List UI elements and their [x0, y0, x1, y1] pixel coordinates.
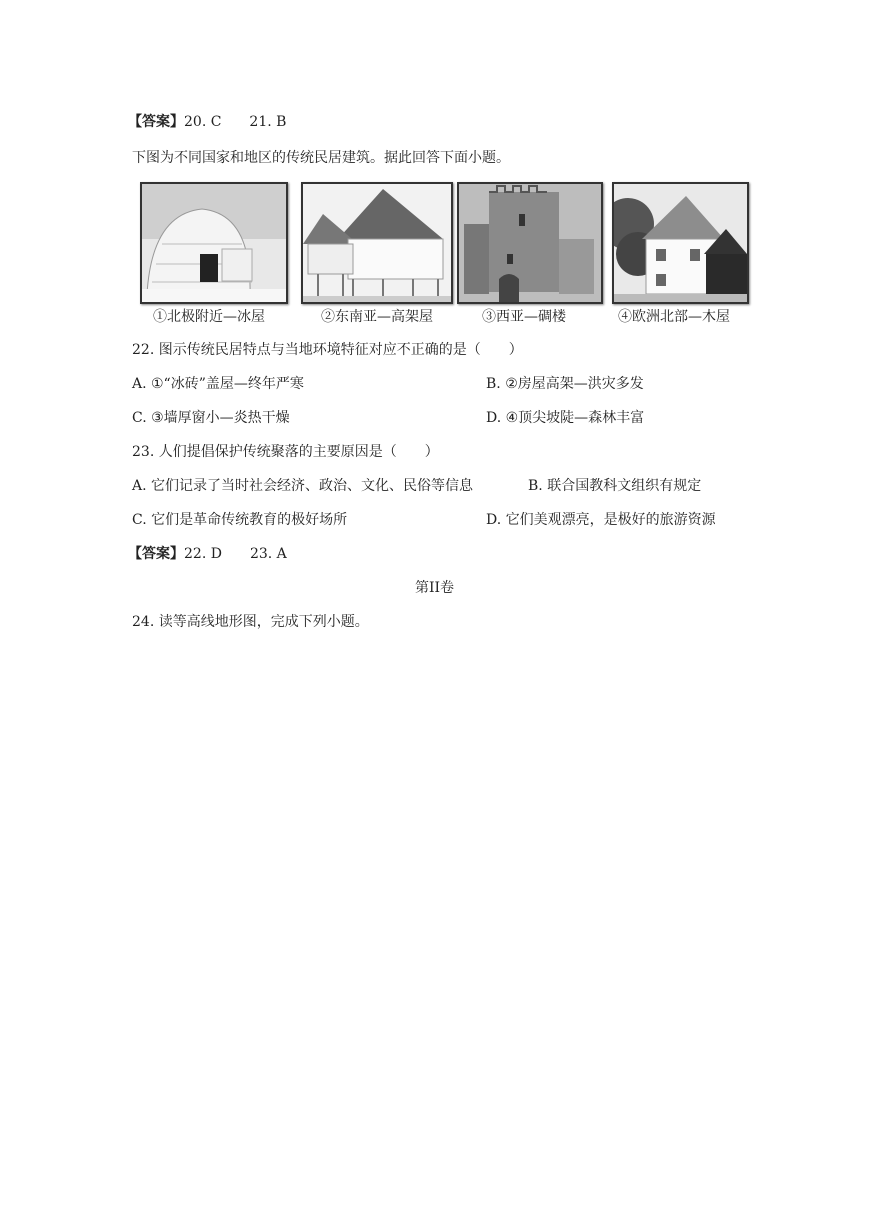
q22-stem: 22. 图示传统民居特点与当地环境特征对应不正确的是（ ） [132, 342, 523, 358]
intro-text: 下图为不同国家和地区的传统民居建筑。据此回答下面小题。 [132, 150, 510, 166]
answer-text: 22. D 23. A [184, 546, 287, 562]
q23-stem: 23. 人们提倡保护传统聚落的主要原因是（ ） [132, 444, 439, 460]
q23-option-d: D. 它们美观漂亮，是极好的旅游资源 [486, 512, 716, 528]
q22-option-d: D. ④顶尖坡陡—森林丰富 [486, 410, 645, 426]
q24-stem: 24. 读等高线地形图，完成下列小题。 [132, 614, 369, 630]
caption-1: ①北极附近—冰屋 [153, 309, 265, 325]
photo-wooden-house [612, 182, 749, 304]
q22-option-a: A. ①“冰砖”盖屋—终年严寒 [132, 376, 304, 392]
caption-4: ④欧洲北部—木屋 [618, 309, 730, 325]
caption-3: ③西亚—碉楼 [482, 309, 566, 325]
answer-tag: 【答案】 [128, 114, 184, 130]
photo-igloo [140, 182, 288, 304]
q22-option-b: B. ②房屋高架—洪灾多发 [486, 376, 644, 392]
photo-stone-tower [457, 182, 603, 304]
q22-option-c: C. ③墙厚窗小—炎热干燥 [132, 410, 290, 426]
caption-2: ②东南亚—高架屋 [321, 309, 433, 325]
answer-line-2 [128, 544, 287, 564]
q23-option-a: A. 它们记录了当时社会经济、政治、文化、民俗等信息 [132, 478, 474, 494]
section-heading: 第II卷 [414, 580, 455, 596]
q23-option-b: B. 联合国教科文组织有规定 [528, 478, 702, 494]
q23-option-c: C. 它们是革命传统教育的极好场所 [132, 512, 348, 528]
answer-text: 20. C 21. B [184, 114, 287, 130]
answer-line-1 [128, 112, 286, 132]
answer-tag: 【答案】 [128, 546, 184, 562]
photo-stilt-house [301, 182, 453, 304]
